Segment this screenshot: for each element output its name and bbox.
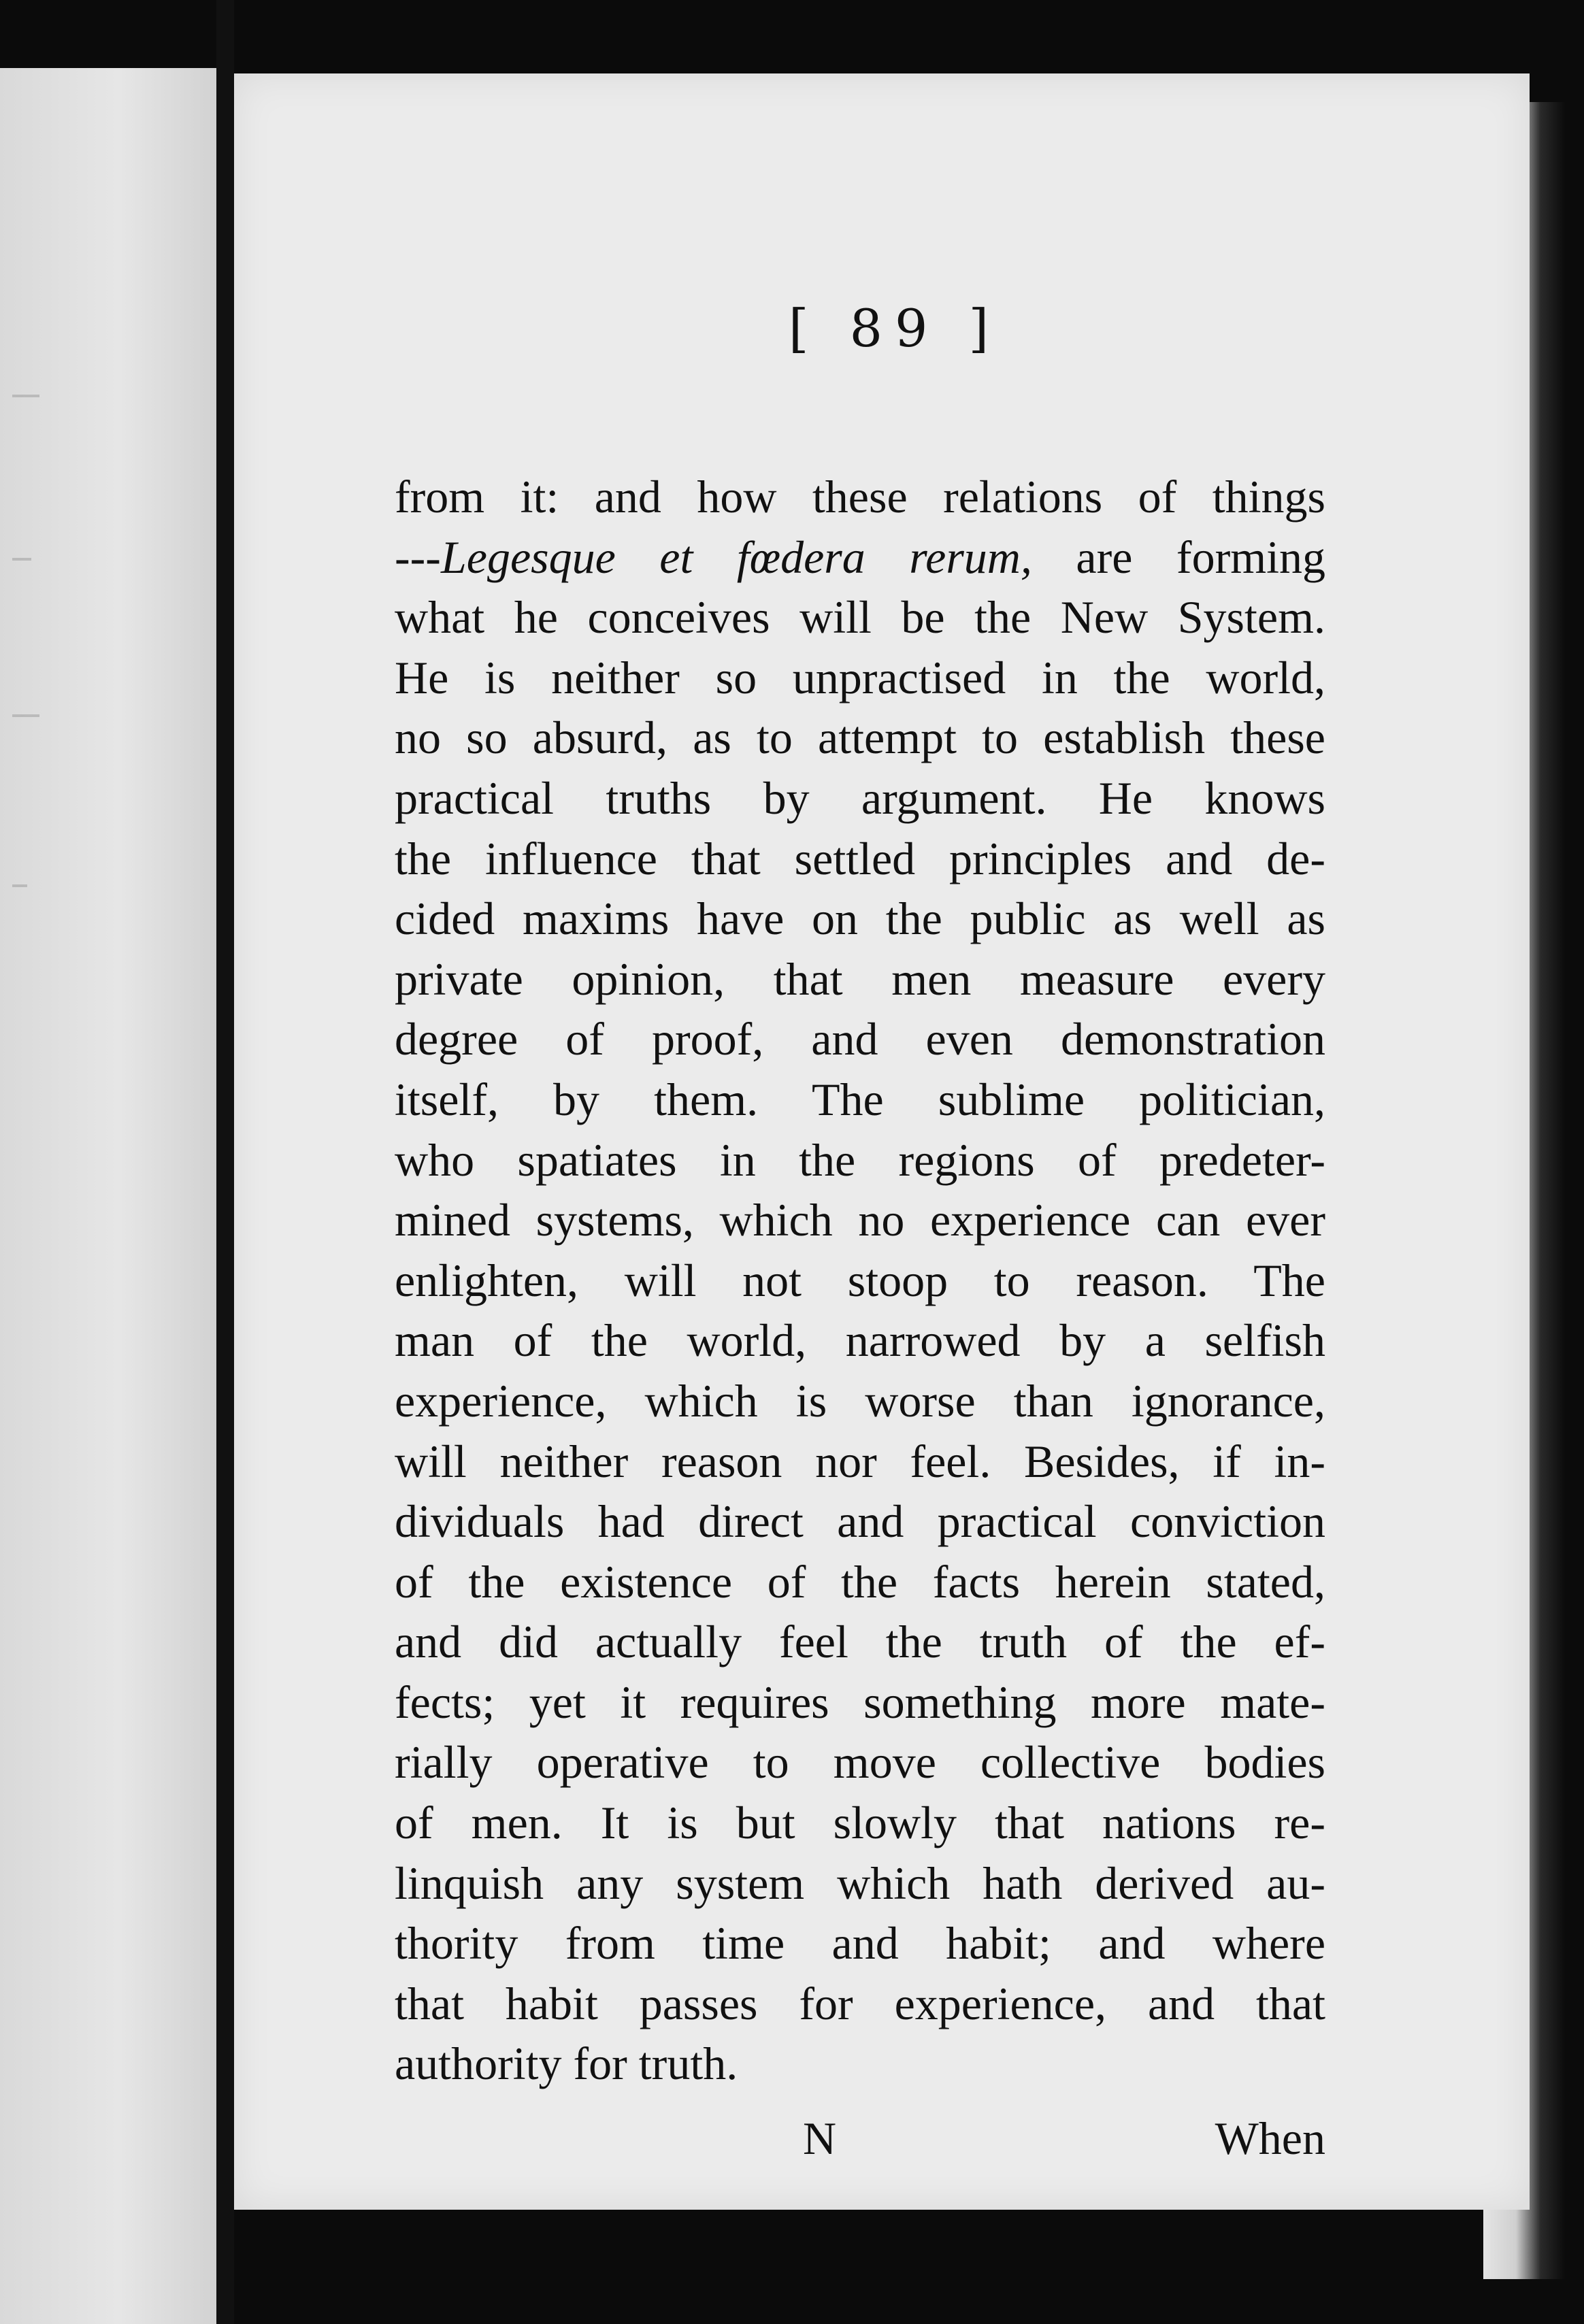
ink-bleed-mark: [12, 884, 27, 887]
text-line: of men. It is but slowly that nations re-: [395, 1797, 1325, 1849]
ink-bleed-mark: [12, 558, 31, 561]
latin-quote: Legesque et fœdera rerum,: [440, 531, 1032, 583]
page-footer: [395, 2112, 1325, 2173]
text-line: who spatiates in the regions of predeter-: [395, 1133, 1325, 1186]
text-line: private opinion, that men measure every: [395, 952, 1325, 1005]
left-page-fragment: [0, 68, 216, 2324]
text-line: rially operative to move collective bodies: [395, 1736, 1325, 1789]
text-line: He is neither so unpractised in the world,: [395, 651, 1325, 703]
catchword: When: [1215, 2112, 1325, 2164]
text-line: dividuals had direct and practical conviction: [395, 1495, 1325, 1548]
ink-bleed-mark: [12, 395, 39, 397]
line-rest: are forming: [1032, 531, 1325, 583]
text-line: experience, which is worse than ignorance,: [395, 1374, 1325, 1427]
text-line: that habit passes for experience, and that: [395, 1977, 1325, 2029]
page-number: [ 89 ]: [788, 298, 1002, 359]
text-line: thority from time and habit; and where: [395, 1917, 1325, 1970]
dash-lead: ---: [395, 531, 441, 583]
text-line: man of the world, narrowed by a selfish: [395, 1314, 1325, 1367]
text-line: linquish any system which hath derived au-: [395, 1857, 1325, 1909]
text-line: mined systems, which no experience can ever: [395, 1194, 1325, 1246]
text-line: fects; yet it requires something more mate-: [395, 1676, 1325, 1728]
text-line: no so absurd, as to attempt to establish these: [395, 712, 1325, 764]
text-line: cided maxims have on the public as well as: [395, 893, 1325, 945]
text-line-final: authority for truth.: [395, 2038, 738, 2090]
text-line: of the existence of the facts herein stated,: [395, 1555, 1325, 1608]
text-line: enlighten, will not stoop to reason. The: [395, 1254, 1325, 1306]
text-line: will neither reason nor feel. Besides, if in-: [395, 1435, 1325, 1487]
text-line: practical truths by argument. He knows: [395, 771, 1325, 824]
page-gutter: [216, 0, 234, 2324]
text-line: degree of proof, and even demonstration: [395, 1013, 1325, 1065]
text-line: what he conceives will be the New System.: [395, 591, 1325, 644]
text-line: itself, by them. The sublime politician,: [395, 1073, 1325, 1125]
book-page: [234, 73, 1530, 2210]
text-line: from it: and how these relations of things: [395, 471, 1325, 522]
text-line-latin-quote: [395, 527, 1325, 588]
text-line: the influence that settled principles and de-: [395, 832, 1325, 884]
signature-mark: N: [803, 2112, 837, 2164]
body-text: [395, 467, 1325, 2094]
ink-bleed-mark: [12, 714, 39, 717]
text-line: and did actually feel the truth of the ef-: [395, 1616, 1325, 1668]
